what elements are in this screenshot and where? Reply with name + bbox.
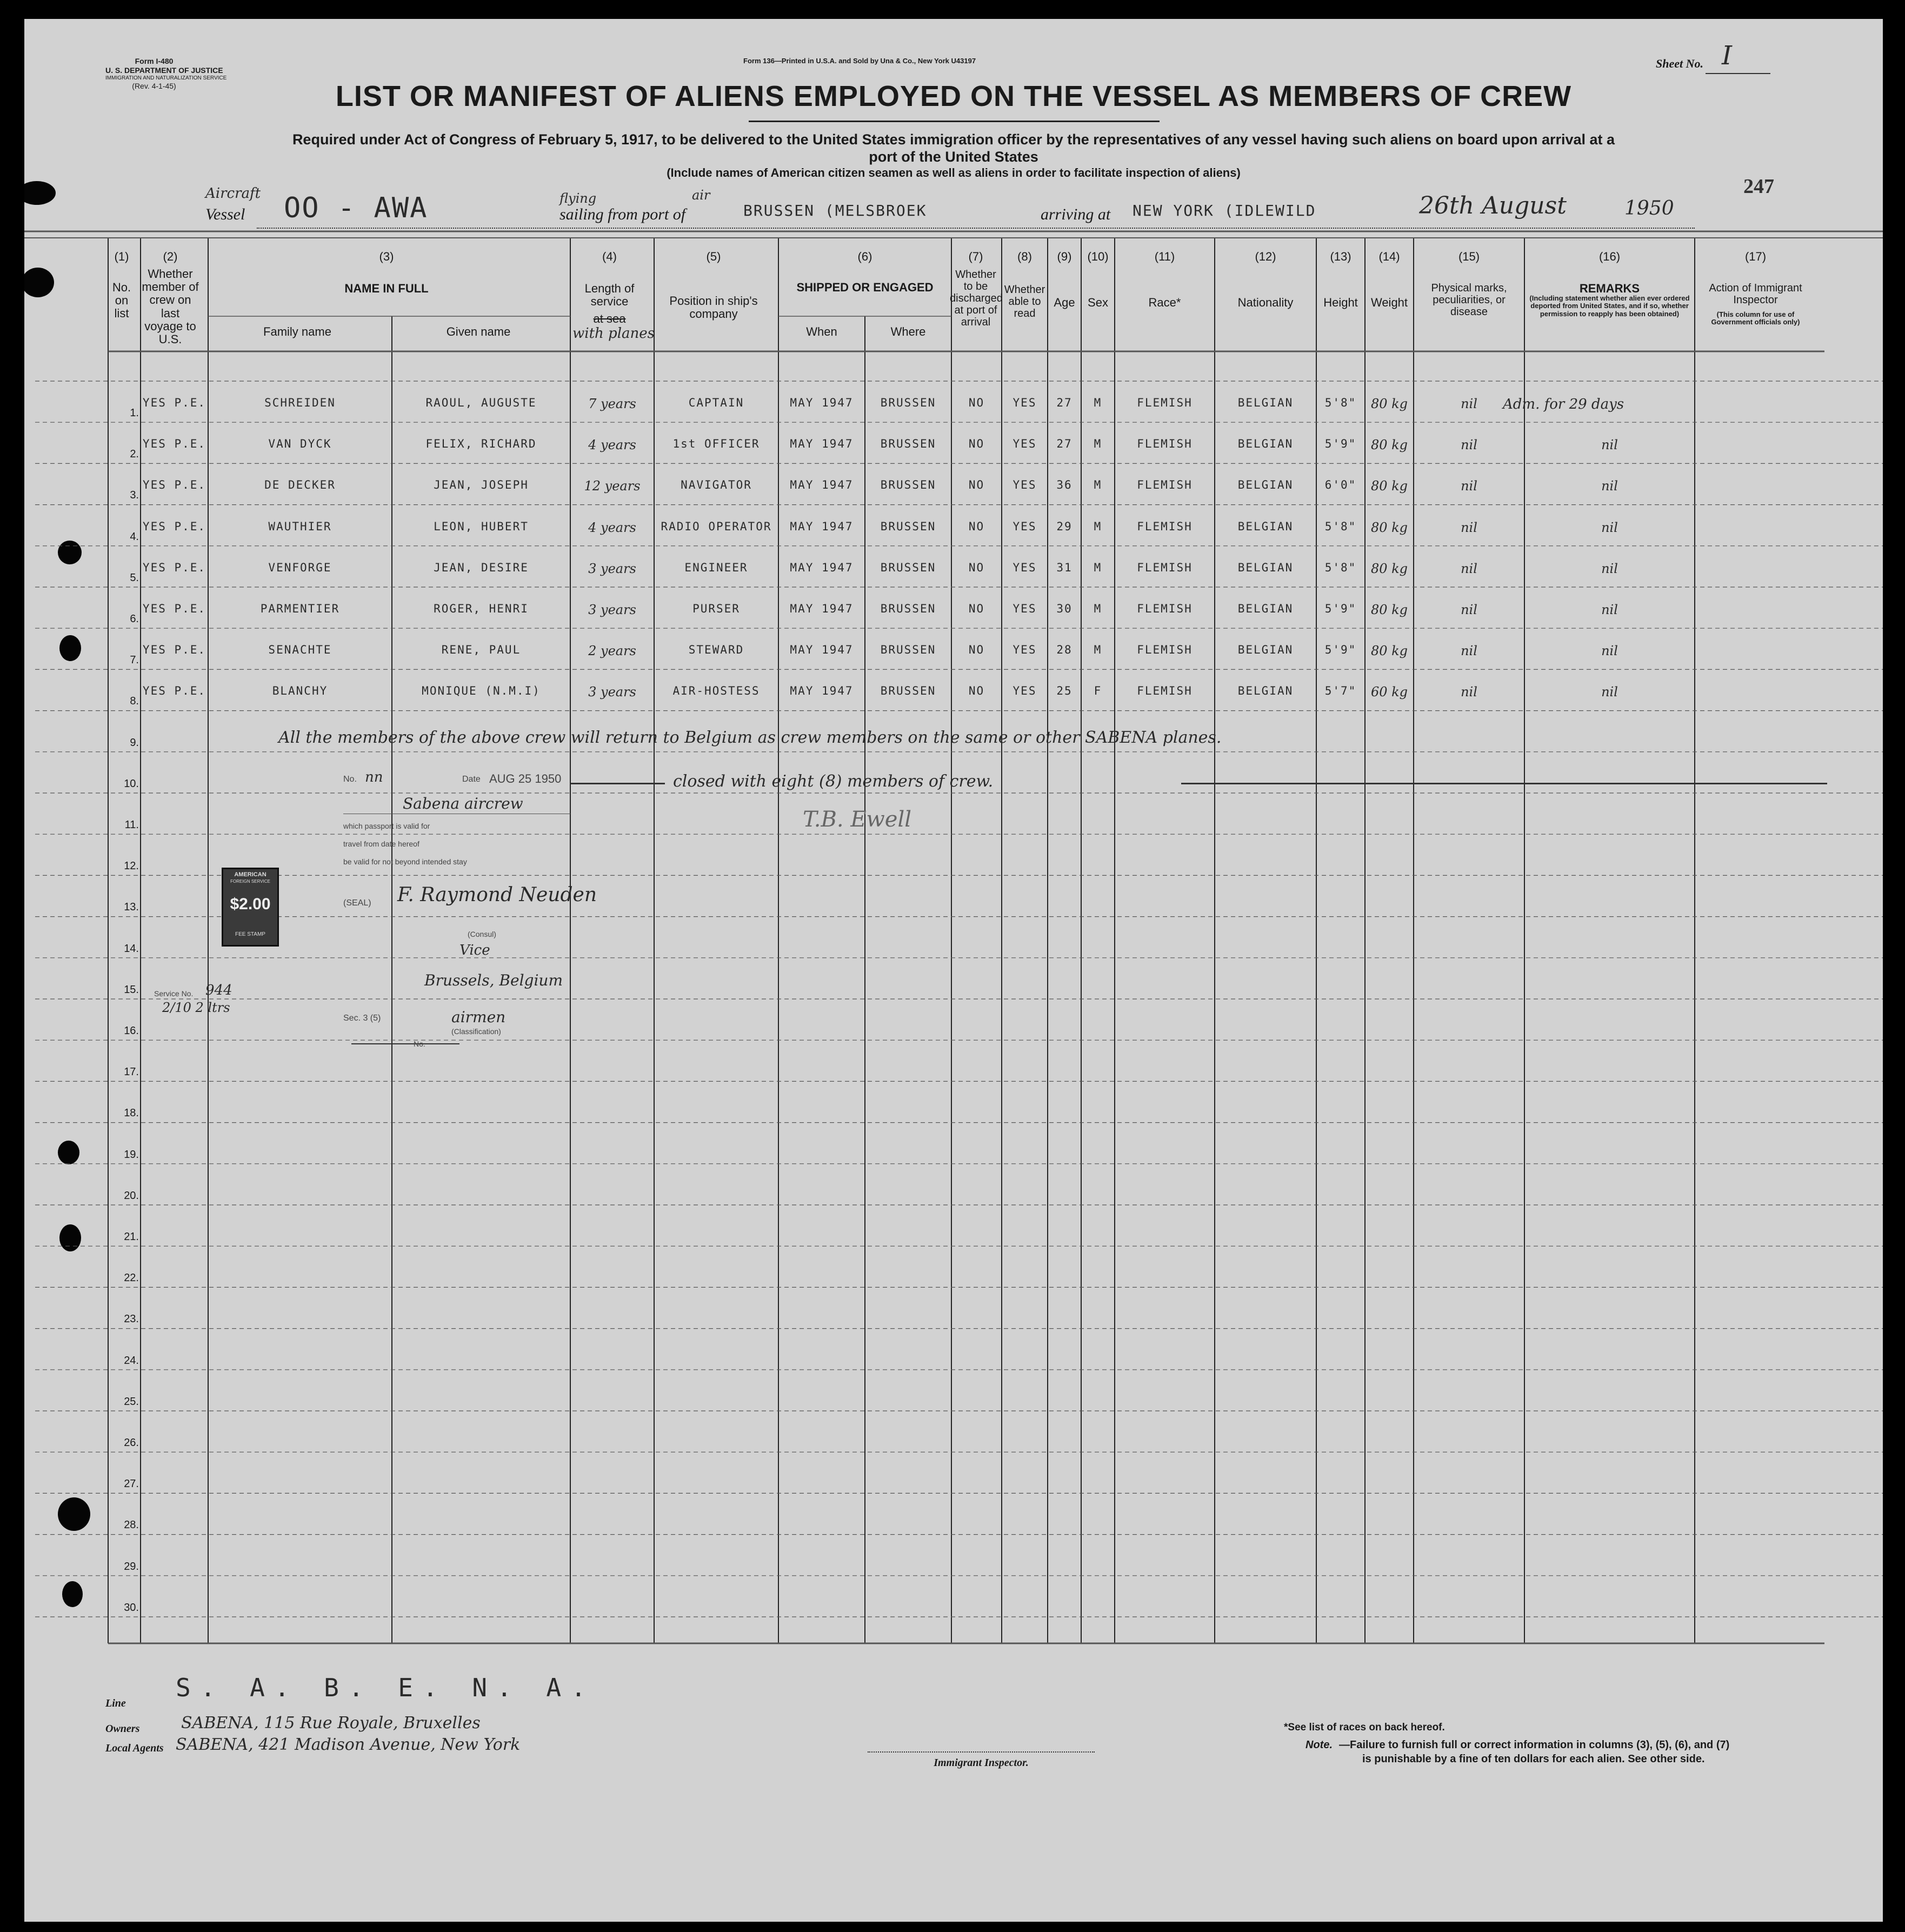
row-number: 12. [124,860,139,872]
cell-height: 5'8" [1324,561,1357,574]
col6-header: SHIPPED OR ENGAGED [796,281,934,294]
cell-family: VENFORGE [268,561,332,574]
revision: (Rev. 4-1-45) [132,81,176,90]
cell-remarks: nil [1601,602,1618,617]
col7-header: Whether to be discharged at port of arrival [950,269,1003,328]
closing-line-left [570,783,665,784]
row-number: 28. [124,1519,139,1531]
col16-header: REMARKS [1579,282,1640,295]
arriving-port: NEW YORK (IDLEWILD [1133,202,1316,219]
fee-label: Service No. [154,989,194,998]
cell-when: MAY 1947 [790,684,854,698]
cell-height: 5'8" [1324,519,1357,533]
air-word: air [692,188,710,203]
row-number: 24. [124,1354,139,1367]
cell-when: MAY 1947 [790,643,854,657]
cell-age: 29 [1056,519,1073,533]
cell-height: 6'0" [1324,478,1357,492]
row-number: 1. [130,407,139,419]
note-text-1: —Failure to furnish full or correct information in columns (3), (5), (6), and (7) [1339,1739,1730,1751]
col9-header: Age [1054,296,1075,309]
stamp-valid-1: which passport is valid for [343,822,430,830]
cell-race: FLEMISH [1137,684,1193,698]
flying-word: flying [559,191,597,206]
cell-discharged: NO [968,643,985,657]
cell-last_voyage: YES P.E. [142,602,207,615]
subtitle-line-1: Required under Act of Congress of February 5, 1917, to be delivered to the United States immigration officer by the representatives of any vessel having such aliens on board upon arrival at a [292,131,1615,148]
col8-header: Whether able to read [1004,284,1045,319]
row-number: 29. [124,1560,139,1573]
stamp-bottom-line [351,1043,459,1044]
initials: T.B. Ewell [803,807,912,832]
row-number: 7. [130,654,139,667]
row-number: 18. [124,1107,139,1120]
cell-read: YES [1013,437,1037,451]
row-number: 10. [124,777,139,790]
col12-header: Nationality [1237,296,1294,309]
stamp-date: AUG 25 1950 [489,772,562,785]
col4-header: Length of service [584,282,635,309]
cell-position: RADIO OPERATOR [661,519,772,533]
col2-header: Whether member of crew on last voyage to U.S. [142,267,199,346]
cell-family: PARMENTIER [260,602,340,615]
cell-age: 31 [1056,561,1073,574]
col17-subheader: (This column for use of Government officials only) [1711,310,1800,327]
cell-given: JEAN, JOSEPH [434,478,529,492]
col17-header: Action of Immigrant Inspector [1709,282,1802,306]
cell-remarks: nil [1601,643,1618,659]
sailing-label: sailing from port of [559,205,686,223]
cell-discharged: NO [968,478,985,492]
arrival-year: 1950 [1624,197,1674,219]
cell-nationality: BELGIAN [1237,561,1294,574]
col3-family-header: Family name [263,325,331,338]
cell-race: FLEMISH [1137,478,1193,492]
cell-where: BRUSSEN [880,643,936,657]
row-number: 16. [124,1025,139,1037]
col13-number: (13) [1330,250,1351,263]
stamp-no-label: No. [343,775,357,784]
col3-given-header: Given name [446,325,511,338]
revenue-stamp-bottom: FEE STAMP [235,931,265,937]
cell-height: 5'8" [1324,396,1357,409]
col10-number: (10) [1087,250,1109,263]
cell-family: BLANCHY [272,684,328,698]
stamp-consul: (Consul) [468,930,496,938]
cell-read: YES [1013,561,1037,574]
inspector-label: Immigrant Inspector. [934,1757,1029,1769]
col6-when-header: When [806,325,837,338]
cell-where: BRUSSEN [880,478,936,492]
col4-handwritten: with planes [572,325,655,342]
cell-nationality: BELGIAN [1237,478,1294,492]
cell-marks: nil [1461,478,1477,494]
page-number: 247 [1743,175,1774,198]
stamp-lower-no: No. [414,1040,425,1048]
cell-where: BRUSSEN [880,437,936,451]
cell-marks: nil [1461,643,1477,659]
cell-family: SCHREIDEN [264,396,336,409]
col9-number: (9) [1057,250,1072,263]
inspector-signature-line [868,1751,1095,1753]
cell-race: FLEMISH [1137,643,1193,657]
cell-marks: nil [1461,437,1477,453]
cell-age: 36 [1056,478,1073,492]
owners-label: Owners [105,1723,140,1735]
fee-number: 944 [205,982,232,998]
stamp-date-label: Date [462,775,481,784]
cell-nationality: BELGIAN [1237,396,1294,409]
agents-label: Local Agents [105,1742,164,1754]
col11-header: Race* [1148,296,1181,309]
cell-last_voyage: YES P.E. [142,478,207,492]
cell-last_voyage: YES P.E. [142,561,207,574]
cell-discharged: NO [968,561,985,574]
cell-last_voyage: YES P.E. [142,519,207,533]
vessel-label: Vessel [205,205,245,223]
cell-marks: nil [1461,519,1477,535]
cell-service: 7 years [588,396,636,411]
col6-where-header: Where [890,325,926,338]
cell-read: YES [1013,602,1037,615]
row-number: 14. [124,942,139,955]
col13-header: Height [1323,296,1358,309]
printer-line: Form 136—Printed in U.S.A. and Sold by Una & Co., New York U43197 [743,57,976,65]
cell-read: YES [1013,478,1037,492]
cell-sex: M [1094,602,1102,615]
cell-given: RENE, PAUL [441,643,521,657]
stamp-signature: F. Raymond Neuden [397,884,597,906]
row-number: 25. [124,1395,139,1408]
cell-family: VAN DYCK [268,437,332,451]
cell-remarks: nil [1601,478,1618,494]
cell-race: FLEMISH [1137,396,1193,409]
department: U. S. DEPARTMENT OF JUSTICE [105,65,223,75]
row-number: 9. [130,736,139,749]
cell-weight: 80 kg [1370,561,1408,576]
cell-age: 27 [1056,396,1073,409]
return-note: All the members of the above crew will return to Belgium as crew members on the same or other SABENA planes. [278,728,1222,747]
cell-weight: 80 kg [1370,478,1408,494]
cell-discharged: NO [968,437,985,451]
cell-given: MONIQUE (N.M.I) [422,684,541,698]
cell-marks: nil [1461,684,1477,700]
cell-marks: nil [1461,561,1477,576]
col16-number: (16) [1598,250,1621,263]
cell-service: 4 years [588,519,636,535]
page-title: LIST OR MANIFEST OF ALIENS EMPLOYED ON THE VESSEL AS MEMBERS OF CREW [335,80,1572,112]
cell-family: SENACHTE [268,643,332,657]
cell-height: 5'9" [1324,643,1357,657]
row-number: 6. [130,613,139,625]
row-number: 4. [130,530,139,543]
cell-height: 5'7" [1324,684,1357,698]
col15-header: Physical marks, peculiarities, or disease [1431,282,1507,318]
cell-given: FELIX, RICHARD [425,437,537,451]
cell-remarks: nil [1601,561,1618,576]
note-label: Note. [1305,1739,1333,1751]
cell-where: BRUSSEN [880,602,936,615]
cell-height: 5'9" [1324,437,1357,451]
cell-age: 30 [1056,602,1073,615]
cell-discharged: NO [968,396,985,409]
cell-race: FLEMISH [1137,602,1193,615]
cell-weight: 60 kg [1370,684,1408,700]
cell-age: 27 [1056,437,1073,451]
row-number: 20. [124,1189,139,1202]
cell-when: MAY 1947 [790,519,854,533]
note-text-2: is punishable by a fine of ten dollars for each alien. See other side. [1362,1753,1705,1765]
row-number: 5. [130,571,139,584]
agents-value: SABENA, 421 Madison Avenue, New York [176,1735,521,1754]
stamp-no-value: nn [365,769,383,785]
vessel-prefix: Aircraft [205,185,261,202]
cell-discharged: NO [968,602,985,615]
line-value: S. A. B. E. N. A. [176,1673,596,1702]
cell-remarks: nil [1601,437,1618,453]
col11-number: (11) [1154,250,1175,263]
cell-weight: 80 kg [1370,437,1408,453]
cell-given: ROGER, HENRI [434,602,529,615]
col16-subheader: (Including statement whether alien ever ordered deported from United States, and if so, whether permission to reapply has been obtained) [1529,294,1690,318]
closed-note: closed with eight (8) members of crew. [673,772,994,791]
service: IMMIGRATION AND NATURALIZATION SERVICE [105,75,227,81]
revenue-stamp-top: AMERICAN [234,871,267,878]
cell-race: FLEMISH [1137,519,1193,533]
cell-sex: M [1094,437,1102,451]
cell-remarks: nil [1601,684,1618,700]
cell-sex: F [1094,684,1102,698]
from-port: BRUSSEN (MELSBROEK [743,202,927,219]
stamp-valid-3: be valid for not beyond intended stay [343,857,467,866]
col12-number: (12) [1255,250,1276,263]
col5-number: (5) [706,250,721,263]
cell-read: YES [1013,396,1037,409]
manifest-sheet [24,19,1883,1922]
row-number: 13. [124,901,139,914]
row-number: 17. [124,1066,139,1078]
col3-header: NAME IN FULL [344,282,429,295]
cell-service: 3 years [588,684,636,700]
form-number: Form I-480 [135,57,174,65]
cell-read: YES [1013,643,1037,657]
cell-nationality: BELGIAN [1237,643,1294,657]
cell-service: 12 years [584,478,641,494]
col6-number: (6) [857,250,872,263]
races-note: *See list of races on back hereof. [1284,1722,1445,1733]
col10-header: Sex [1088,296,1108,309]
cell-sex: M [1094,561,1102,574]
sheet-number: I [1722,41,1732,71]
cell-when: MAY 1947 [790,478,854,492]
stamp-place: Brussels, Belgium [424,971,563,989]
stamp-class: airmen [451,1008,506,1026]
col2-number: (2) [163,250,178,263]
cell-discharged: NO [968,519,985,533]
cell-position: PURSER [692,602,740,615]
cell-where: BRUSSEN [880,519,936,533]
revenue-stamp-service: FOREIGN SERVICE [230,879,270,884]
cell-marks: nil [1461,396,1477,411]
row-number: 27. [124,1478,139,1490]
col7-number: (7) [968,250,983,263]
col1-number: (1) [114,250,129,263]
cell-remarks: Adm. for 29 days [1503,396,1624,412]
cell-when: MAY 1947 [790,561,854,574]
cell-when: MAY 1947 [790,602,854,615]
owners-value: SABENA, 115 Rue Royale, Bruxelles [181,1714,481,1733]
col14-number: (14) [1378,250,1400,263]
cell-given: JEAN, DESIRE [434,561,529,574]
col4-number: (4) [602,250,617,263]
cell-weight: 80 kg [1370,519,1408,535]
cell-when: MAY 1947 [790,396,854,409]
col15-number: (15) [1458,250,1480,263]
cell-given: RAOUL, AUGUSTE [425,396,537,409]
cell-given: LEON, HUBERT [434,519,529,533]
cell-last_voyage: YES P.E. [142,643,207,657]
cell-when: MAY 1947 [790,437,854,451]
cell-weight: 80 kg [1370,643,1408,659]
revenue-stamp-amount: $2.00 [230,895,271,913]
cell-age: 25 [1056,684,1073,698]
subtitle-line-2: port of the United States [869,149,1038,165]
col5-header: Position in ship's company [669,294,758,321]
stamp-seal: (SEAL) [343,898,371,908]
row-number: 8. [130,695,139,708]
stamp-vice: Vice [459,942,490,958]
cell-last_voyage: YES P.E. [142,684,207,698]
cell-race: FLEMISH [1137,437,1193,451]
stamp-crew: Sabena aircrew [403,795,523,812]
cell-sex: M [1094,478,1102,492]
cell-position: 1st OFFICER [672,437,760,451]
row-number: 15. [124,983,139,996]
cell-weight: 80 kg [1370,602,1408,617]
col17-number: (17) [1744,250,1767,263]
cell-race: FLEMISH [1137,561,1193,574]
cell-where: BRUSSEN [880,684,936,698]
stamp-valid-2: travel from date hereof [343,840,419,848]
cell-last_voyage: YES P.E. [142,396,207,409]
cell-read: YES [1013,519,1037,533]
col1-header: No. on list [112,281,131,321]
cell-where: BRUSSEN [880,561,936,574]
cell-nationality: BELGIAN [1237,602,1294,615]
stamp-classification-label: (Classification) [451,1027,501,1036]
cell-service: 3 years [588,561,636,576]
cell-height: 5'9" [1324,602,1357,615]
col8-number: (8) [1017,250,1032,263]
cell-nationality: BELGIAN [1237,684,1294,698]
row-number: 3. [130,489,139,502]
cell-position: ENGINEER [684,561,748,574]
cell-age: 28 [1056,643,1073,657]
row-number: 19. [124,1148,139,1161]
col4-struck: at sea [593,312,626,325]
col3-number: (3) [379,250,394,263]
arrival-date: 26th August [1419,192,1567,219]
row-number: 23. [124,1313,139,1325]
subtitle-line-3: (Include names of American citizen seamen as well as aliens in order to facilitate inspection of aliens) [667,166,1241,179]
cell-weight: 80 kg [1370,396,1408,411]
row-number: 11. [124,819,139,831]
sheet-label: Sheet No. [1656,57,1703,70]
vessel-name: OO - AWA [284,192,428,224]
closing-line-right [1181,783,1827,784]
cell-sex: M [1094,396,1102,409]
cell-position: STEWARD [688,643,744,657]
cell-read: YES [1013,684,1037,698]
cell-last_voyage: YES P.E. [142,437,207,451]
col14-header: Weight [1370,296,1408,309]
row-number: 30. [124,1601,139,1614]
cell-nationality: BELGIAN [1237,519,1294,533]
fee-tariff: 2/10 2 ltrs [162,1000,230,1015]
row-number: 2. [130,448,139,461]
revenue-stamp [222,868,279,947]
cell-family: WAUTHIER [268,519,332,533]
row-number: 22. [124,1272,139,1284]
line-label: Line [105,1697,126,1709]
arriving-label: arriving at [1041,205,1111,223]
cell-discharged: NO [968,684,985,698]
row-number: 26. [124,1437,139,1449]
cell-nationality: BELGIAN [1237,437,1294,451]
cell-sex: M [1094,643,1102,657]
cell-position: AIR-HOSTESS [672,684,760,698]
cell-position: CAPTAIN [688,396,744,409]
cell-marks: nil [1461,602,1477,617]
cell-service: 2 years [588,643,636,659]
cell-service: 3 years [588,602,636,617]
cell-sex: M [1094,519,1102,533]
stamp-section: Sec. 3 (5) [343,1014,381,1023]
cell-service: 4 years [588,437,636,453]
cell-remarks: nil [1601,519,1618,535]
cell-where: BRUSSEN [880,396,936,409]
cell-family: DE DECKER [264,478,336,492]
cell-position: NAVIGATOR [681,478,752,492]
row-number: 21. [124,1231,139,1243]
